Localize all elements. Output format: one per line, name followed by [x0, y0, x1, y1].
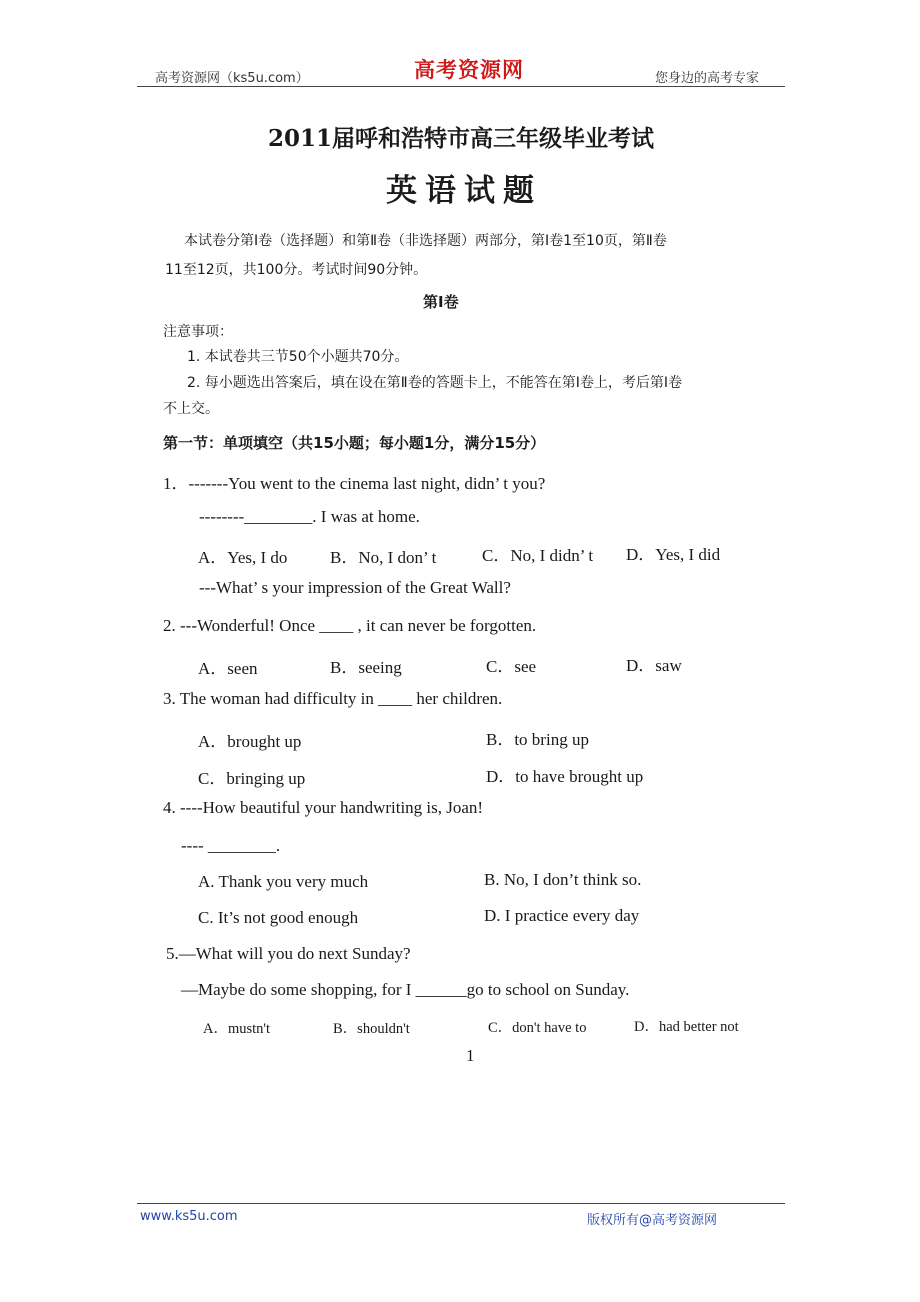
notes-item-2: 2. 每小题选出答案后，填在设在第Ⅱ卷的答题卡上，不能答在第Ⅰ卷上，考后第Ⅰ卷 [187, 375, 682, 391]
question-1-reply: --------________. I was at home. [199, 507, 420, 526]
question-3-option-d: D．to have brought up [486, 767, 644, 786]
question-4-option-a: A. Thank you very much [198, 872, 369, 891]
question-2-option-a: A．seen [198, 659, 258, 678]
question-5-stem: 5.—What will you do next Sunday? [166, 944, 411, 963]
question-3-option-a: A．brought up [198, 732, 302, 751]
question-4-reply: ---- ________. [181, 836, 281, 855]
question-1-stem: 1．-------You went to the cinema last night, didn’ t you? [163, 474, 546, 493]
question-2-option-d: D．saw [626, 656, 682, 675]
question-5-option-c: C．don't have to [488, 1020, 587, 1036]
subject-title: 英语试题 [386, 173, 542, 209]
question-5-option-b: B．shouldn't [333, 1021, 410, 1037]
question-3-option-b: B．to bring up [486, 730, 589, 749]
question-5-option-a: A．mustn't [203, 1021, 271, 1037]
question-3-option-c: C．bringing up [198, 769, 306, 788]
question-4-stem: 4. ----How beautiful your handwriting is, Joan! [163, 798, 484, 817]
intro-line-2: 11至12页，共100分。考试时间90分钟。 [165, 262, 428, 278]
header-rule [137, 86, 785, 87]
notes-heading: 注意事项： [163, 324, 233, 340]
question-1-option-a: A．Yes, I do [198, 548, 288, 567]
question-1-option-c: C．No, I didn’ t [482, 546, 594, 565]
intro-line-1: 本试卷分第Ⅰ卷（选择题）和第Ⅱ卷（非选择题）两部分，第Ⅰ卷1至10页，第Ⅱ卷 [184, 233, 667, 249]
page-number: 1 [466, 1046, 475, 1065]
header-left-text: 高考资源网（ks5u.com） [155, 71, 309, 86]
question-5-reply: —Maybe do some shopping, for I ______go to school on Sunday. [181, 980, 630, 999]
question-3-stem: 3. The woman had difficulty in ____ her children. [163, 689, 503, 708]
exam-title: 2011届呼和浩特市高三年级毕业考试 [268, 125, 655, 152]
question-2-prompt: ---What’ s your impression of the Great Wall? [199, 578, 511, 597]
question-2-stem: 2. ---Wonderful! Once ____ , it can never be forgotten. [163, 616, 537, 635]
header-right-text: 您身边的高考专家 [655, 71, 760, 86]
footer-link[interactable]: www.ks5u.com [140, 1209, 238, 1224]
question-4-option-c: C. It’s not good enough [198, 908, 359, 927]
notes-item-2-cont: 不上交。 [163, 401, 219, 417]
question-4-option-d: D. I practice every day [484, 906, 640, 925]
question-1-option-b: B．No, I don’ t [330, 548, 437, 567]
header-logo: 高考资源网 [414, 57, 524, 82]
section-heading: 第一节：单项填空（共15小题；每小题1分，满分15分） [163, 434, 546, 452]
notes-item-1: 1. 本试卷共三节50个小题共70分。 [187, 349, 409, 365]
question-2-option-b: B．seeing [330, 658, 402, 677]
question-4-option-b: B. No, I don’t think so. [484, 870, 642, 889]
question-2-option-c: C．see [486, 657, 537, 676]
footer-copyright[interactable]: 版权所有@高考资源网 [587, 1213, 718, 1228]
part-title: 第Ⅰ卷 [423, 293, 459, 311]
footer-rule [137, 1203, 785, 1204]
question-5-option-d: D．had better not [634, 1019, 739, 1035]
question-1-option-d: D．Yes, I did [626, 545, 721, 564]
